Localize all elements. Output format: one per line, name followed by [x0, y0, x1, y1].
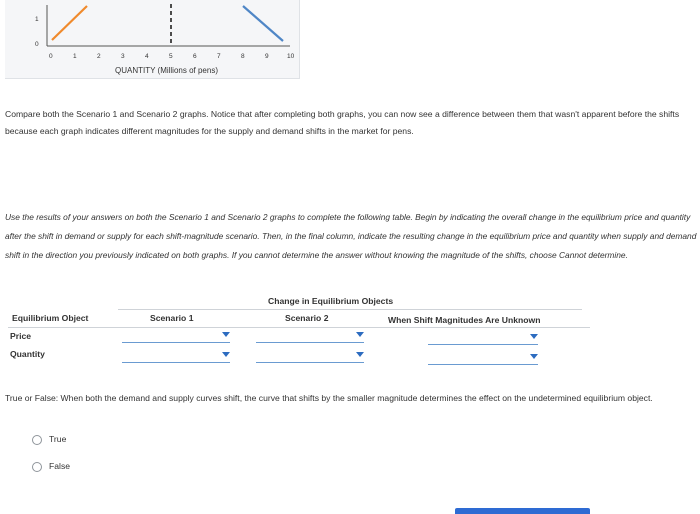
option-false-label: False — [49, 461, 71, 471]
x-tick: 1 — [73, 53, 77, 60]
col-header-scenario-2: Scenario 2 — [285, 313, 329, 323]
row-label-quantity: Quantity — [10, 349, 45, 359]
dropdown-caret-icon — [530, 334, 538, 339]
x-tick: 2 — [97, 53, 101, 60]
quantity-scenario-2-dropdown[interactable] — [256, 352, 364, 363]
col-header-object: Equilibrium Object — [12, 313, 89, 323]
option-true-label: True — [49, 434, 67, 444]
x-tick: 0 — [49, 53, 53, 60]
dropdown-caret-icon — [222, 352, 230, 357]
radio-button[interactable] — [32, 462, 42, 472]
x-axis-title: QUANTITY (Millions of pens) — [115, 66, 218, 75]
x-tick: 9 — [265, 53, 269, 60]
quantity-unknown-dropdown[interactable] — [428, 354, 538, 365]
quantity-scenario-1-dropdown[interactable] — [122, 352, 230, 363]
y-tick-0: 0 — [35, 41, 39, 48]
bottom-action-button-edge[interactable] — [455, 508, 590, 514]
col-header-scenario-1: Scenario 1 — [150, 313, 194, 323]
compare-paragraph: Compare both the Scenario 1 and Scenario 2 graphs. Notice that after completing both graphs, you can now see a difference between them that wasn't apparent before the shifts because each graph indicates different magnitudes for the supply and demand shifts in the market for pens. — [5, 109, 680, 136]
table-group-header: Change in Equilibrium Objects — [268, 296, 394, 306]
header-rule — [8, 327, 590, 328]
y-tick-1: 1 — [35, 16, 39, 23]
price-scenario-1-dropdown[interactable] — [122, 332, 230, 343]
x-tick: 5 — [169, 53, 173, 60]
x-tick: 10 — [287, 53, 295, 60]
x-tick: 6 — [193, 53, 197, 60]
dropdown-caret-icon — [530, 354, 538, 359]
dropdown-caret-icon — [356, 332, 364, 337]
x-tick: 3 — [121, 53, 125, 60]
option-true[interactable] — [32, 434, 66, 445]
x-tick-labels — [49, 53, 295, 60]
true-false-question: True or False: When both the demand and supply curves shift, the curve that shifts by the smaller magnitude determines the effect on the undetermined equilibrium object. — [5, 393, 653, 403]
x-tick: 8 — [241, 53, 245, 60]
instructions-paragraph: Use the results of your answers on both the Scenario 1 and Scenario 2 graphs to complete the following table. Begin by indicating the overall change in the equilibrium price and quantity after the shift in demand or supply for each shift-magnitude scenario. Then, in the final column, indicate the resulting change in the equilibrium price and quantity when supply and demand shift in the direction you previously indicated on both graphs. If you cannot determine the answer without knowing the magnitude of the shifts, choose Cannot determine. — [5, 212, 697, 260]
x-tick: 4 — [145, 53, 149, 60]
demand-curve[interactable] — [243, 6, 283, 41]
option-false[interactable] — [32, 461, 70, 472]
dropdown-caret-icon — [222, 332, 230, 337]
graph-panel — [5, 0, 300, 79]
dropdown-caret-icon — [356, 352, 364, 357]
col-header-unknown: When Shift Magnitudes Are Unknown — [388, 315, 541, 325]
x-tick: 7 — [217, 53, 221, 60]
price-unknown-dropdown[interactable] — [428, 334, 538, 345]
radio-button[interactable] — [32, 435, 42, 445]
supply-curve[interactable] — [52, 6, 87, 40]
group-header-rule — [118, 309, 582, 310]
price-scenario-2-dropdown[interactable] — [256, 332, 364, 343]
row-label-price: Price — [10, 331, 32, 341]
